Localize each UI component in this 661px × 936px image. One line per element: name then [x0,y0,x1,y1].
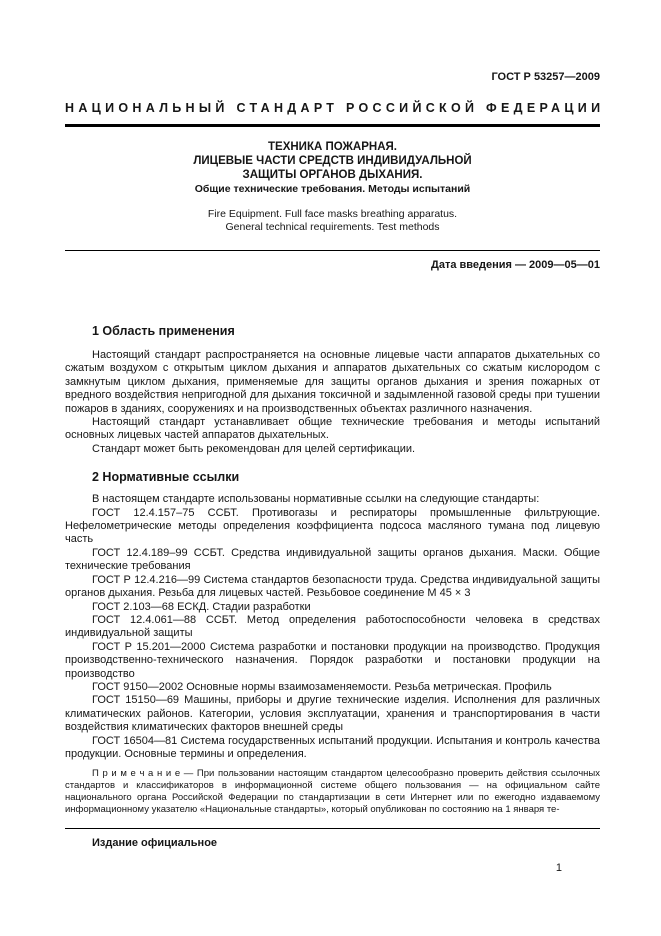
title-line-3: ЗАЩИТЫ ОРГАНОВ ДЫХАНИЯ. [242,169,423,181]
standards-note: П р и м е ч а н и е — При пользовании настоящим стандартом целесообразно проверить действия ссылочных стандартов и классификаторов в информационной системе общего пользования — на официальном сайте национального органа Российской Федерации по стандартизации в сети Интернет или по ежегодно издаваемому информационному указателю «Национальные стандарты», который опубликован по состоянию на 1 января те- [65,768,600,815]
reference-item: ГОСТ 12.4.189–99 ССБТ. Средства индивидуальной защиты органов дыхания. Маски. Общие технические требования [65,546,600,573]
header-thick-rule [65,124,600,127]
english-title-line-1: Fire Equipment. Full face masks breathing apparatus. [207,208,458,220]
reference-item: ГОСТ 15150—69 Машины, приборы и другие технические изделия. Исполнения для различных климатических районов. Категории, условия эксплуатации, хранения и транспортирования в части воздействия климатических факторов внешней среды [65,694,600,734]
document-title [65,140,600,182]
footer-rule [65,828,600,829]
reference-item: ГОСТ 12.4.157–75 ССБТ. Противогазы и респираторы промышленные фильтрующие. Нефелометрические методы определения коэффициента подсоса масляного тумана под лицевую часть [65,506,600,546]
page-number: 1 [555,861,562,874]
date-separator-rule [65,250,600,251]
reference-item: ГОСТ 2.103—68 ЕСКД. Стадии разработки [92,600,311,613]
reference-item: ГОСТ 16504—81 Система государственных испытаний продукции. Испытания и контроль качества продукции. Основные термины и определения. [65,734,600,760]
title-line-2: ЛИЦЕВЫЕ ЧАСТИ СРЕДСТВ ИНДИВИДУАЛЬНОЙ [193,155,472,167]
english-title-line-2: General technical requirements. Test methods [225,221,440,233]
reference-item: ГОСТ Р 15.201—2000 Система разработки и постановки продукции на производство. Продукция производственно-технического назначения. Порядок разработки и постановки продукции на производство [65,640,600,680]
title-line-1: ТЕХНИКА ПОЖАРНАЯ. [268,141,397,153]
effective-date: Дата введения — 2009—05—01 [431,259,600,271]
section-2-heading: 2 Нормативные ссылки [92,470,240,485]
section-1-paragraph: Стандарт может быть рекомендован для целей сертификации. [92,442,416,455]
edition-official-label: Издание официальное [92,836,218,849]
section-2-intro: В настоящем стандарте использованы нормативные ссылки на следующие стандарты: [92,493,540,506]
reference-item: ГОСТ 12.4.061—88 ССБТ. Метод определения работоспособности человека в средствах индивидуальной защиты [65,613,600,640]
section-1-heading: 1 Область применения [92,324,235,338]
section-1-paragraph: Настоящий стандарт устанавливает общие технические требования и методы испытаний основных лицевых частей аппаратов дыхательных. [65,416,600,442]
reference-item: ГОСТ Р 12.4.216—99 Система стандартов безопасности труда. Средства индивидуальной защиты органов дыхания. Резьба для лицевых частей. Резьбовое соединение М 45 × 3 [65,573,600,600]
document-title-english [65,208,600,234]
document-code: ГОСТ Р 53257—2009 [491,71,600,83]
reference-item: ГОСТ 9150—2002 Основные нормы взаимозаменяемости. Резьба метрическая. Профиль [92,680,552,693]
document-subtitle: Общие технические требования. Методы испытаний [194,183,471,195]
national-standard-banner: НАЦИОНАЛЬНЫЙ СТАНДАРТ РОССИЙСКОЙ ФЕДЕРАЦИИ [65,101,605,115]
section-1-paragraph: Настоящий стандарт распространяется на основные лицевые части аппаратов дыхательных со сжатым воздухом с открытым циклом дыхания и аппаратов дыхательных со сжатым кислородом с замкнутым циклом дыхания, применяемые для защиты органов дыхания и зрения пожарных от вредного воздействия непригодной для дыхания токсичной и задымленной газовой среды при тушении пожаров в зданиях, сооружениях и на производственных объектах различного назначения. [65,349,600,415]
